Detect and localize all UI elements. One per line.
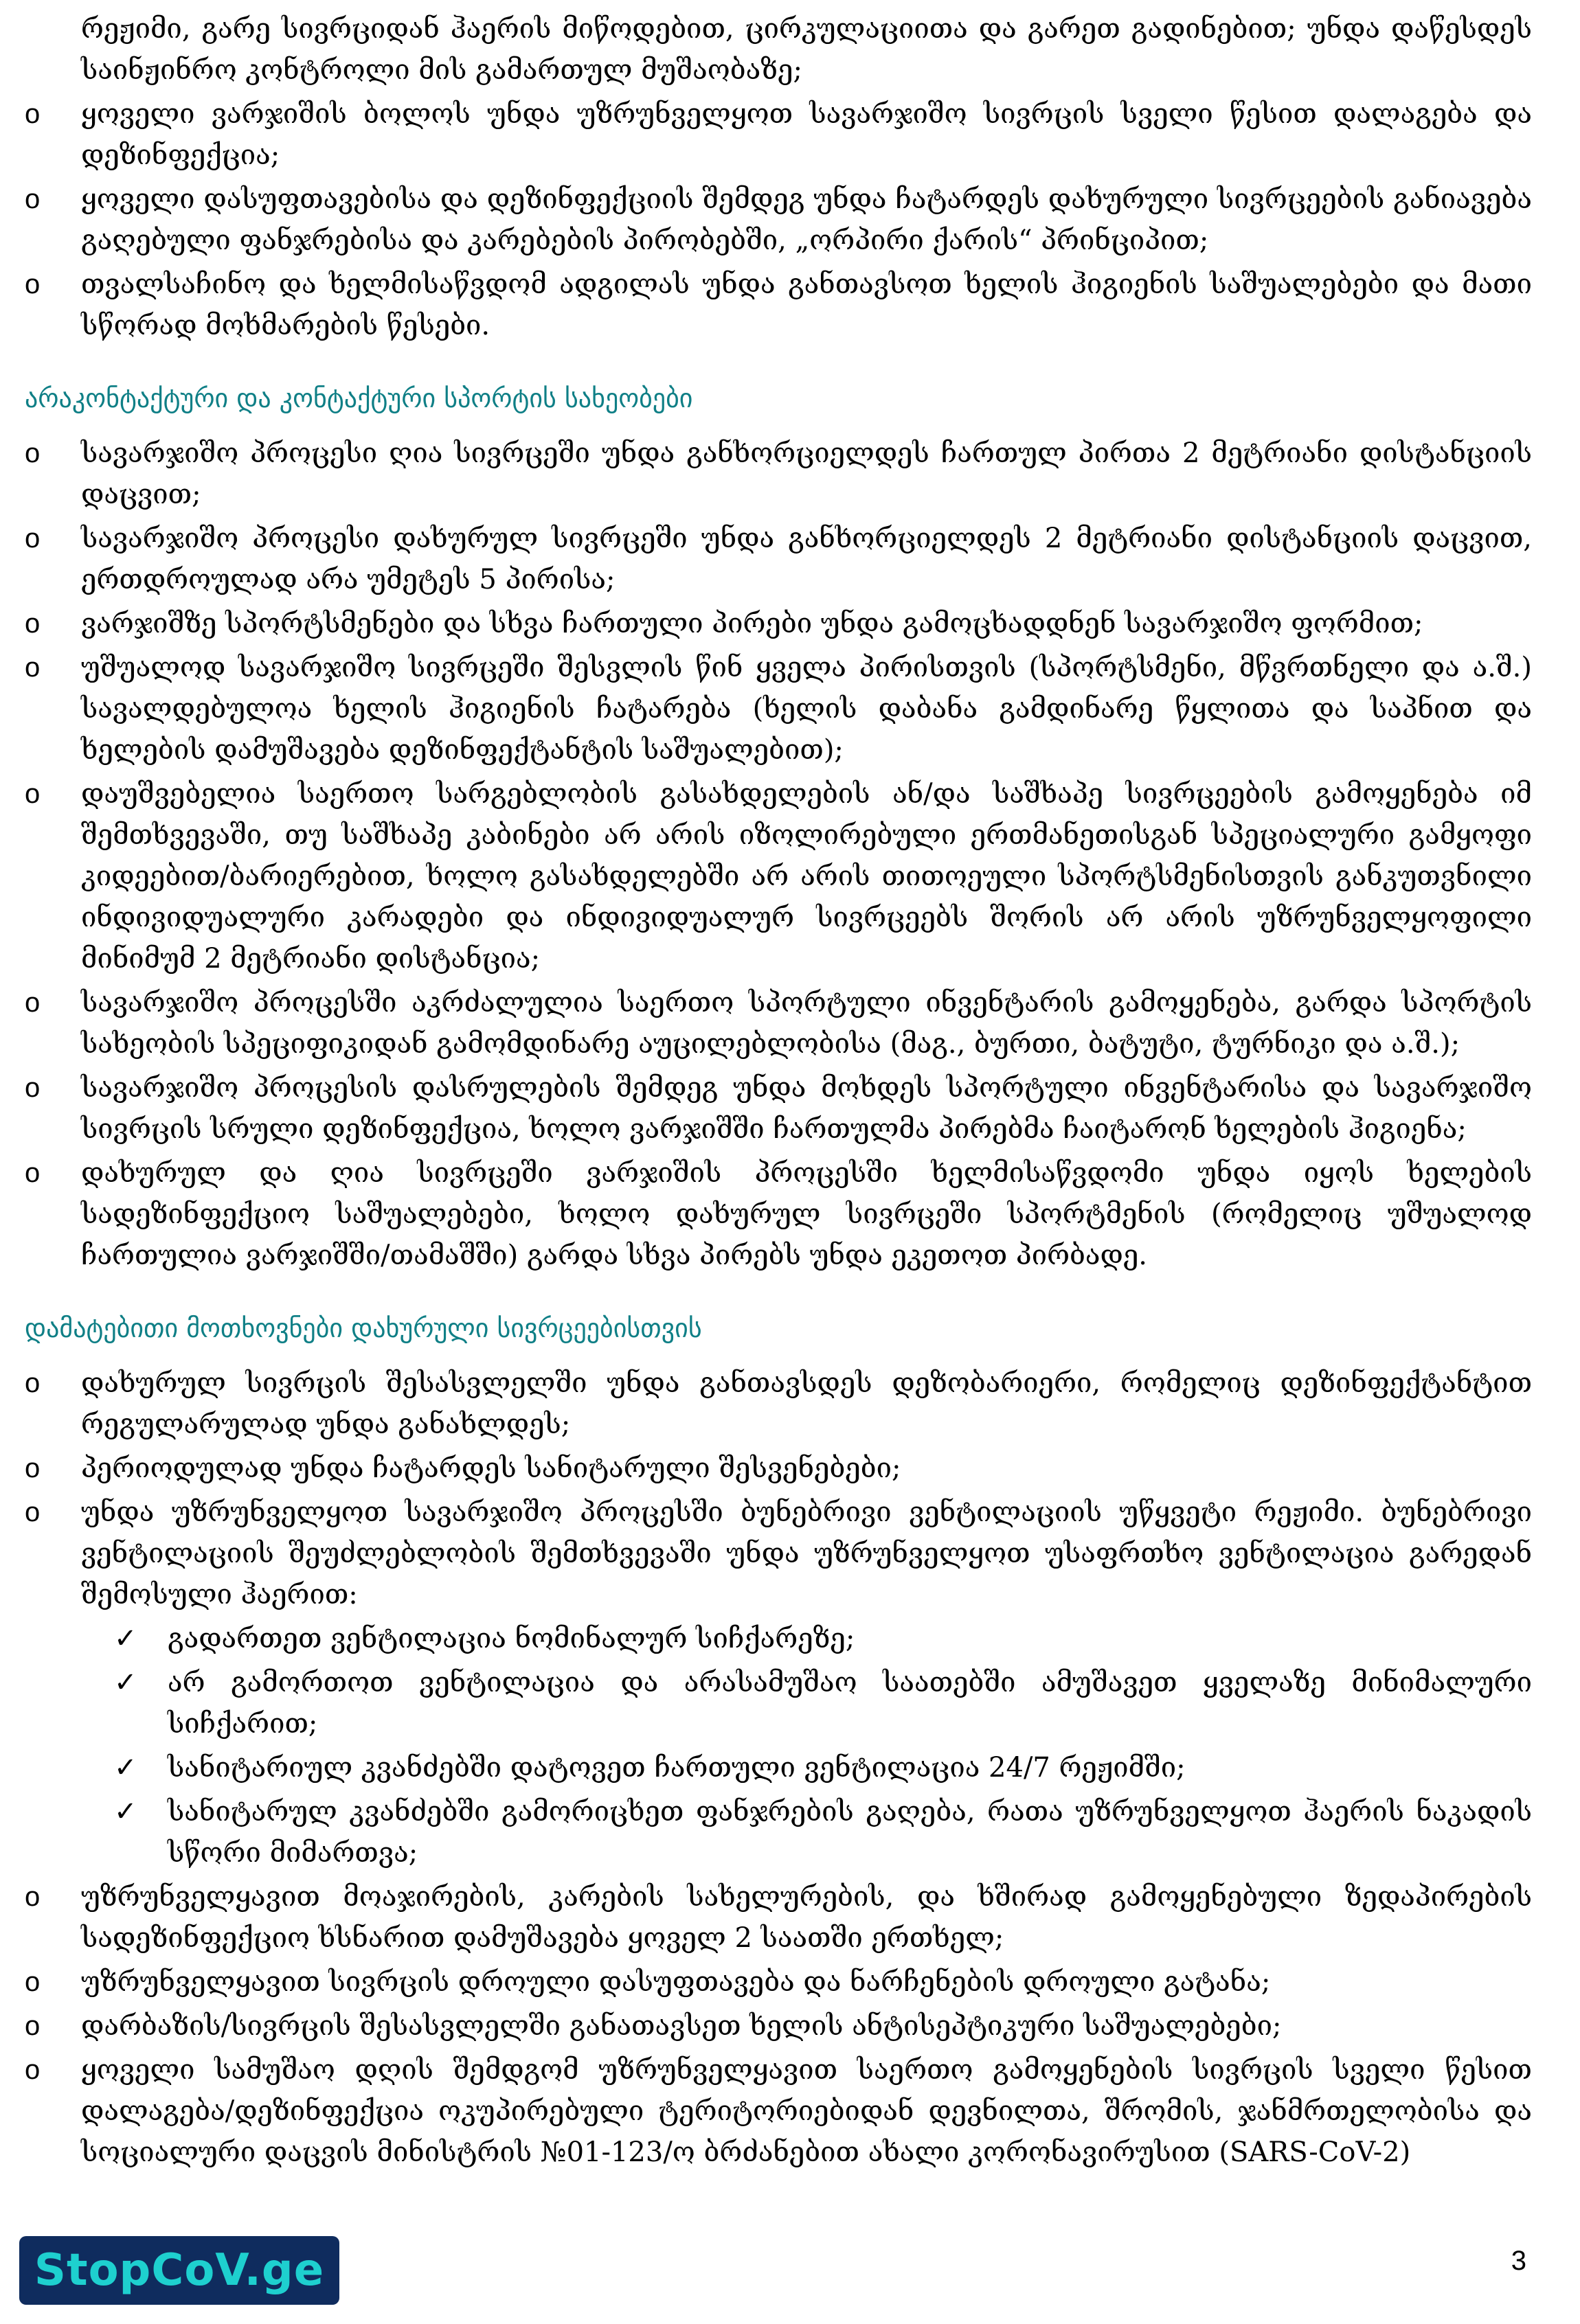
checklist-item-text: სანიტარულ კვანძებში გამორიცხეთ ფანჯრების გაღება, რათა უზრუნველყოთ ჰაერის ნაკადის სწორი მიმართვა; [168, 1796, 1532, 1869]
checklist-item [114, 1747, 1532, 1788]
list-item: o სავარჯიშო პროცესის დასრულების შემდეგ უნდა მოხდეს სპორტული ინვენტარისა და სავარჯიშო სივრცის სრული დეზინფექცია, ხოლო ვარჯიშში ჩართულმა პირებმა ჩაიტარონ ხელების ჰიგიენა; [81, 1067, 1532, 1150]
list-item: o ვარჯიშზე სპორტსმენები და სხვა ჩართული პირები უნდა გამოცხადდნენ სავარჯიშო ფორმით; [81, 603, 1532, 644]
list-item: o სავარჯიშო პროცესი ღია სივრცეში უნდა განხორციელდეს ჩართულ პირთა 2 მეტრიანი დისტანციის დაცვით; [81, 433, 1532, 515]
list-item: o დარბაზის/სივრცის შესასვლელში განათავსეთ ხელის ანტისეპტიკური საშუალებები; [81, 2005, 1532, 2047]
checklist-item-text: არ გამორთოთ ვენტილაცია და არასამუშაო საათებში ამუშავეთ ყველაზე მინიმალური სიჩქარით; [168, 1667, 1532, 1740]
checklist-item [114, 1791, 1532, 1873]
checklist-item-text: სანიტარიულ კვანძებში დატოვეთ ჩართული ვენტილაცია 24/7 რეჟიმში; [168, 1752, 1186, 1784]
list-item: o სავარჯიშო პროცესი დახურულ სივრცეში უნდა განხორციელდეს 2 მეტრიანი დისტანციის დაცვით, ერთდროულად არა უმეტეს 5 პირისა; [81, 518, 1532, 600]
list-item: o დახურულ და ღია სივრცეში ვარჯიშის პროცესში ხელმისაწვდომი უნდა იყოს ხელების სადეზინფექციო საშუალებები, ხოლო დახურულ სივრცეში სპორტმენის (რომელიც უშუალოდ ჩართულია ვარჯიშში/თამაშში) გარდა სხვა პირებს უნდა ეკეთოთ პირბადე. [81, 1152, 1532, 1276]
list-item: o უზრუნველყავით სივრცის დროული დასუფთავება და ნარჩენების დროული გატანა; [81, 1961, 1532, 2003]
checklist-item-text: გადართეთ ვენტილაცია ნომინალურ სიჩქარეზე; [168, 1623, 855, 1654]
checklist-item [114, 1662, 1532, 1744]
checkmark-icon: ✓ [114, 1623, 137, 1654]
document-body [0, 8, 1580, 2176]
checkmark-icon: ✓ [114, 1667, 137, 1698]
intro-continuation: რეჟიმი, გარე სივრციდან ჰაერის მიწოდებით, ცირკულაციითა და გარეთ გადინებით; უნდა დაწესდეს საინჟინრო კონტროლი მის გამართულ მუშაობაზე; [81, 13, 1532, 86]
section-heading-indoor: დამატებითი მოთხოვნები დახურული სივრცეებისთვის [25, 1313, 702, 1343]
list-item: o ყოველი ვარჯიშის ბოლოს უნდა უზრუნველყოთ სავარჯიშო სივრცის სველი წესით დალაგება და დეზინფექცია; [81, 93, 1532, 176]
logo-text: StopCoV.ge [34, 2245, 325, 2296]
checkmark-icon: ✓ [114, 1752, 137, 1784]
list-item: o ყოველი სამუშაო დღის შემდგომ უზრუნველყავით საერთო გამოყენების სივრცის სველი წესით დალაგება/დეზინფექცია ოკუპირებული ტერიტორიებიდან დევნილთა, შრომის, ჯანმრთელობისა და სოციალური დაცვის მინისტრის №01-123/ო ბრძანებით ახალი კორონავირუსით (SARS-CoV-2) [81, 2049, 1532, 2173]
checklist-item [114, 1618, 1532, 1659]
list-item: o ყოველი დასუფთავებისა და დეზინფექციის შემდეგ უნდა ჩატარდეს დახურული სივრცეების განიავება გაღებული ფანჯრებისა და კარებების პირობებში, „ორპირი ქარის“ პრინციპით; [81, 179, 1532, 261]
list-item: o უნდა უზრუნველყოთ სავარჯიშო პროცესში ბუნებრივი ვენტილაციის უწყვეტი რეჟიმი. ბუნებრივი ვენტილაციის შეუძლებლობის შემთხვევაში უნდა უზრუნველყოთ უსაფრთხო ვენტილაცია გარედან შემოსული ჰაერით: [81, 1492, 1532, 1615]
list-item: o პერიოდულად უნდა ჩატარდეს სანიტარული შესვენებები; [81, 1448, 1532, 1489]
list-item: o თვალსაჩინო და ხელმისაწვდომ ადგილას უნდა განთავსოთ ხელის ჰიგიენის საშუალებები და მათი სწორად მოხმარების წესები. [81, 264, 1532, 346]
list-item: o უზრუნველყავით მოაჯირების, კარების სახელურების, და ხშირად გამოყენებული ზედაპირების სადეზინფექციო ხსნარით დამუშავება ყოველ 2 საათში ერთხელ; [81, 1876, 1532, 1959]
list-item: o სავარჯიშო პროცესში აკრძალულია საერთო სპორტული ინვენტარის გამოყენება, გარდა სპორტის სახეობის სპეციფიკიდან გამომდინარე აუცილებლობისა (მაგ., ბურთი, ბატუტი, ტურნიკი და ა.შ.); [81, 982, 1532, 1064]
list-item: o უშუალოდ სავარჯიშო სივრცეში შესვლის წინ ყველა პირისთვის (სპორტსმენი, მწვრთნელი და ა.შ.) სავალდებულოა ხელის ჰიგიენის ჩატარება (ხელის დაბანა გამდინარე წყლითა და საპნით და ხელების დამუშავება დეზინფექტანტის საშუალებით); [81, 647, 1532, 771]
page-number: 3 [1511, 2246, 1526, 2276]
list-item: o დაუშვებელია საერთო სარგებლობის გასახდელების ან/და საშხაპე სივრცეების გამოყენება იმ შემთხვევაში, თუ საშხაპე კაბინები არ არის იზოლირებული ერთმანეთისგან სპეციალური გამყოფი კიდეებით/ბარიერებით, ხოლო გასახდელებში არ არის თითოეული სპორტსმენისთვის განკუთვნილი ინდივიდუალური კარადები და ინდივიდუალურ სივრცეებს შორის არ არის უზრუნველყოფილი მინიმუმ 2 მეტრიანი დისტანცია; [81, 773, 1532, 979]
section-heading-sports: არაკონტაქტური და კონტაქტური სპორტის სახეობები [25, 383, 693, 413]
stopcov-logo[interactable] [19, 2236, 339, 2305]
checkmark-icon: ✓ [114, 1796, 137, 1827]
list-item: o დახურულ სივრცის შესასვლელში უნდა განთავსდეს დეზობარიერი, რომელიც დეზინფექტანტით რეგულარულად უნდა განახლდეს; [81, 1363, 1532, 1445]
